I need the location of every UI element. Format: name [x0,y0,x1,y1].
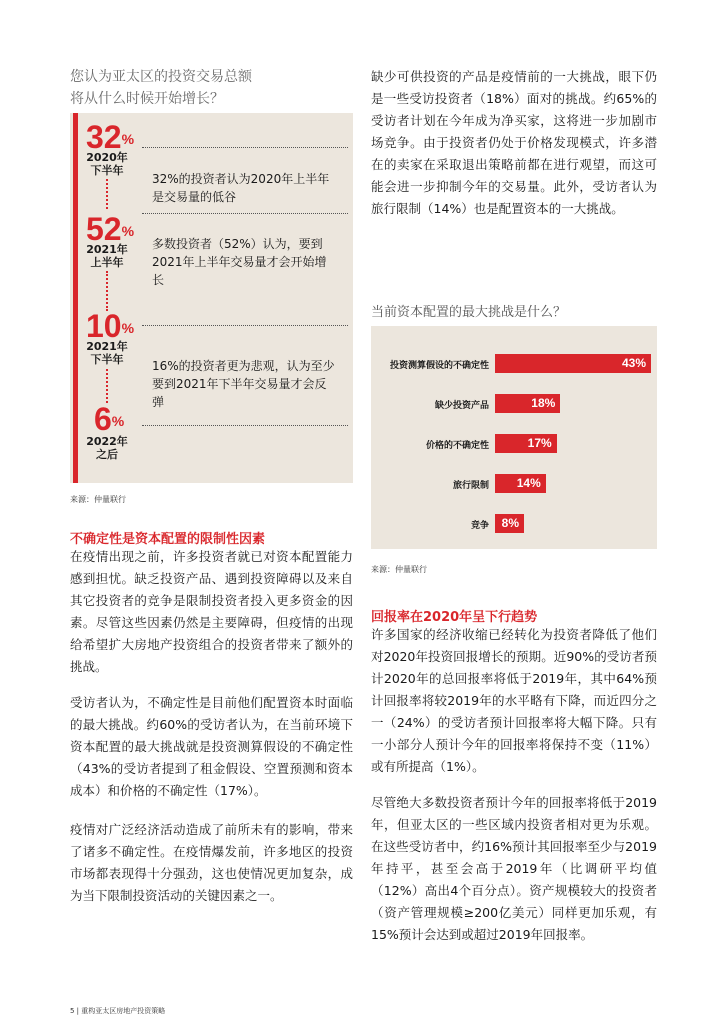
bar-mark: 18% [495,394,560,413]
bar-chart [371,326,657,549]
timeline-panel [70,113,353,483]
timeline-divider [142,425,348,426]
paragraph-right-top: 缺少可供投资的产品是疫情前的一大挑战，眼下仍是一些受访投资者（18%）面对的挑战。约65%的受访者计划在今年成为净买家，这将进一步加剧市场竞争。由于投资者仍处于价格发现模式，许多潜在的卖家在采取退出策略前都在进行观望，而这可能会进一步抑制今年的交易量。此外，受访者认为旅行限制（14%）也是配置资本的一大挑战。 [371,69,657,216]
bar-category-label: 旅行限制 [452,481,489,491]
bar-category-label: 投资测算假设的不确定性 [389,361,489,371]
timeline-divider [142,147,348,148]
timeline-dots [106,179,108,209]
timeline-pct-2021h2: 10% [86,308,135,344]
chart-source: 来源：仲量联行 [371,565,427,574]
timeline-accent-bar [73,113,78,483]
timeline-text-2021h2: 16%的投资者更为悲观，认为至少要到2021年下半年交易量才会反弹 [152,359,335,409]
bar-mark: 43% [495,354,651,373]
paragraph-left-2: 受访者认为，不确定性是目前他们配置资本时面临的最大挑战。约60%的受访者认为，在当前环境下资本配置的最大挑战就是投资测算假设的不确定性（43%的受访者提到了租金假设、空置预测和资本成本）和价格的不确定性（17%）。 [70,695,353,798]
timeline-year-2021h1: 2021年 上半年 [86,243,128,269]
chart-title: 当前资本配置的最大挑战是什么？ [371,305,567,320]
timeline-text-2020h2: 32%的投资者认为2020年上半年是交易量的低谷 [152,172,330,204]
bar-category-label: 价格的不确定性 [425,441,489,451]
bar-mark: 8% [495,514,524,533]
timeline-divider [142,325,348,326]
timeline-year-2022: 2022年 之后 [86,435,128,461]
timeline-year-2021h2: 2021年 下半年 [86,340,128,366]
section-heading-uncertainty: 不确定性是资本配置的限制性因素 [70,532,266,547]
bar-category-label: 竞争 [470,521,489,531]
question-line-2: 将从什么时候开始增长？ [70,91,224,107]
timeline-divider [142,213,348,214]
bar-mark: 17% [495,434,557,453]
timeline-dots [106,369,108,403]
question-line-1: 您认为亚太区的投资交易总额 [70,69,252,85]
page-footer: 5 | 重构亚太区房地产投资策略 [70,1007,166,1015]
timeline-pct-2021h1: 52% [86,211,135,247]
bar-mark: 14% [495,474,546,493]
paragraph-right-1: 许多国家的经济收缩已经转化为投资者降低了他们对2020年投资回报增长的预期。近90%的受访者预计2020年的总回报率将低于2019年，其中64%预计回报率将较2019年的水平略有下降，而近四分之一（24%）的受访者预计回报率将大幅下降。只有一小部分人预计今年的回报率将保持不变（11%）或有所提高（1%）。 [371,627,657,774]
timeline-year-2020h2: 2020年 下半年 [86,151,128,177]
paragraph-left-3: 疫情对广泛经济活动造成了前所未有的影响，带来了诸多不确定性。在疫情爆发前，许多地区的投资市场都表现得十分强劲，这也使情况更加复杂，成为当下限制投资活动的关键因素之一。 [70,822,353,903]
paragraph-right-2: 尽管绝大多数投资者预计今年的回报率将低于2019年，但亚太区的一些区域内投资者相对更为乐观。在这些受访者中，约16%预计其回报率至少与2019年持平，甚至会高于2019年（比调研平均值（12%）高出4个百分点）。资产规模较大的投资者（资产管理规模≥200亿美元）同样更加乐观，有15%预计会达到或超过2019年回报率。 [371,795,657,942]
timeline-question [70,66,360,110]
timeline-dots [106,271,108,311]
section-heading-returns: 回报率在2020年呈下行趋势 [371,610,538,625]
bar-category-label: 缺少投资产品 [434,401,489,411]
timeline-source: 来源：仲量联行 [70,495,126,504]
timeline-pct-2020h2: 32% [86,119,135,155]
timeline-text-2021h1: 多数投资者（52%）认为，要到2021年上半年交易量才会开始增长 [152,237,327,287]
timeline-pct-2022: 6% [94,401,125,437]
paragraph-left-1: 在疫情出现之前，许多投资者就已对资本配置能力感到担忧。缺乏投资产品、遇到投资障碍以及来自其它投资者的竞争是限制投资者投入更多资金的因素。尽管这些因素仍然是主要障碍，但疫情的出现给希望扩大房地产投资组合的投资者带来了额外的挑战。 [70,549,353,674]
